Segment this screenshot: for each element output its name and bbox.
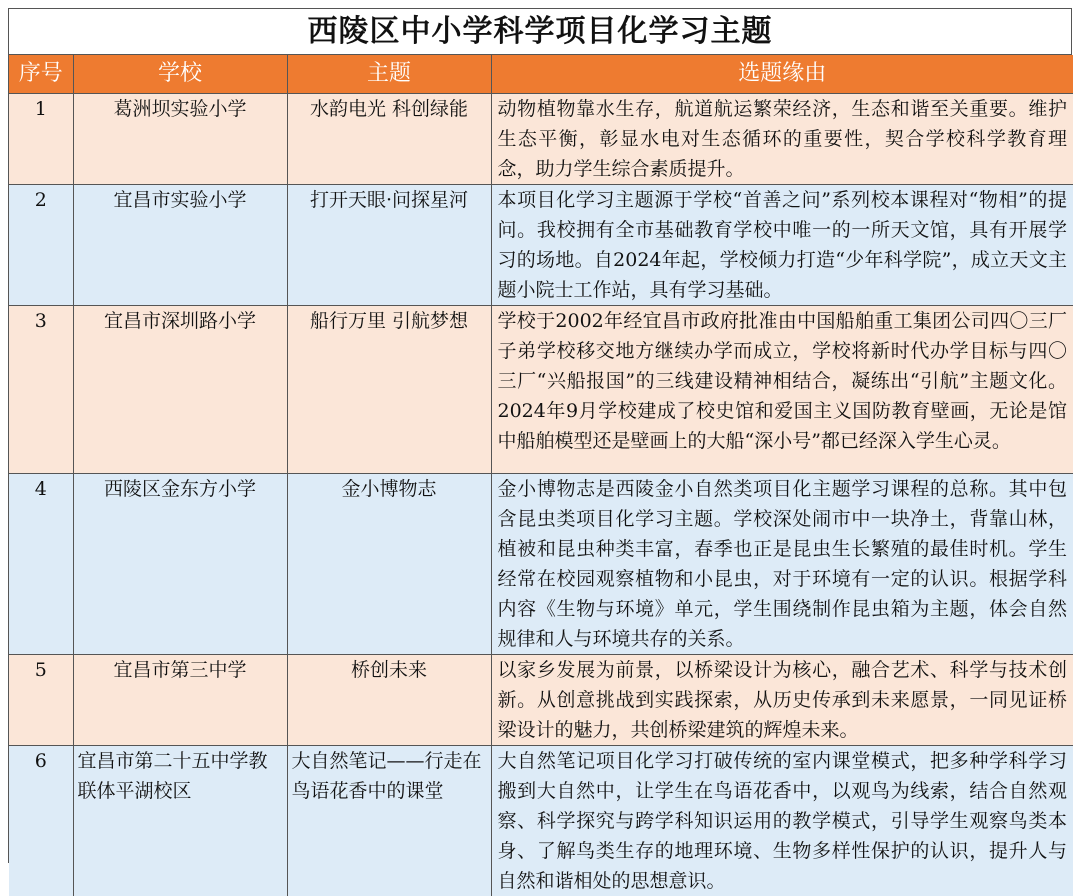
table-row xyxy=(9,94,1073,185)
row-no: 4 xyxy=(9,474,73,655)
row-topic: 桥创未来 xyxy=(287,655,491,746)
table-row xyxy=(9,185,1073,306)
header-school: 学校 xyxy=(73,55,287,94)
table-row xyxy=(9,306,1073,474)
header-reason: 选题缘由 xyxy=(491,55,1073,94)
header-topic: 主题 xyxy=(287,55,491,94)
row-reason: 动物植物靠水生存，航道航运繁荣经济，生态和谐至关重要。维护生态平衡，彰显水电对生态循环的重要性，契合学校科学教育理念，助力学生综合素质提升。 xyxy=(491,94,1073,185)
row-topic: 金小博物志 xyxy=(287,474,491,655)
table-row xyxy=(9,474,1073,655)
page-title: 西陵区中小学科学项目化学习主题 xyxy=(9,9,1071,55)
header-no: 序号 xyxy=(9,55,73,94)
row-school: 西陵区金东方小学 xyxy=(73,474,287,655)
topic-table xyxy=(9,55,1073,896)
table-row xyxy=(9,655,1073,746)
row-topic: 打开天眼·问探星河 xyxy=(287,185,491,306)
row-no: 2 xyxy=(9,185,73,306)
row-topic: 水韵电光 科创绿能 xyxy=(287,94,491,185)
row-reason: 以家乡发展为前景，以桥梁设计为核心，融合艺术、科学与技术创新。从创意挑战到实践探索，从历史传承到未来愿景，一同见证桥梁设计的魅力，共创桥梁建筑的辉煌未来。 xyxy=(491,655,1073,746)
table-header-row xyxy=(9,55,1073,94)
table-row xyxy=(9,746,1073,896)
row-school: 宜昌市实验小学 xyxy=(73,185,287,306)
row-no: 5 xyxy=(9,655,73,746)
row-no: 3 xyxy=(9,306,73,474)
row-school: 葛洲坝实验小学 xyxy=(73,94,287,185)
row-reason: 学校于2002年经宜昌市政府批准由中国船舶重工集团公司四〇三厂子弟学校移交地方继续办学而成立，学校将新时代办学目标与四〇三厂“兴船报国”的三线建设精神相结合，凝练出“引航”主题文化。2024年9月学校建成了校史馆和爱国主义国防教育壁画，无论是馆中船舶模型还是壁画上的大船“深小号”都已经深入学生心灵。 xyxy=(491,306,1073,474)
row-school: 宜昌市深圳路小学 xyxy=(73,306,287,474)
row-reason: 本项目化学习主题源于学校“首善之问”系列校本课程对“物相”的提问。我校拥有全市基础教育学校中唯一的一所天文馆，具有开展学习的场地。自2024年起，学校倾力打造“少年科学院”，成立天文主题小院士工作站，具有学习基础。 xyxy=(491,185,1073,306)
row-reason: 大自然笔记项目化学习打破传统的室内课堂模式，把多种学科学习搬到大自然中，让学生在鸟语花香中，以观鸟为线索，结合自然观察、科学探究与跨学科知识运用的教学模式，引导学生观察鸟类本身、了解鸟类生存的地理环境、生物多样性保护的认识，提升人与自然和谐相处的思想意识。 xyxy=(491,746,1073,896)
row-no: 1 xyxy=(9,94,73,185)
row-school: 宜昌市第三中学 xyxy=(73,655,287,746)
topic-table-sheet xyxy=(8,8,1072,863)
row-reason: 金小博物志是西陵金小自然类项目化主题学习课程的总称。其中包含昆虫类项目化学习主题。学校深处闹市中一块净土，背靠山林，植被和昆虫种类丰富，春季也正是昆虫生长繁殖的最佳时机。学生经常在校园观察植物和小昆虫，对于环境有一定的认识。根据学科内容《生物与环境》单元，学生围绕制作昆虫箱为主题，体会自然规律和人与环境共存的关系。 xyxy=(491,474,1073,655)
row-school: 宜昌市第二十五中学教联体平湖校区 xyxy=(73,746,287,896)
row-topic: 船行万里 引航梦想 xyxy=(287,306,491,474)
row-no: 6 xyxy=(9,746,73,896)
row-topic: 大自然笔记——行走在鸟语花香中的课堂 xyxy=(287,746,491,896)
